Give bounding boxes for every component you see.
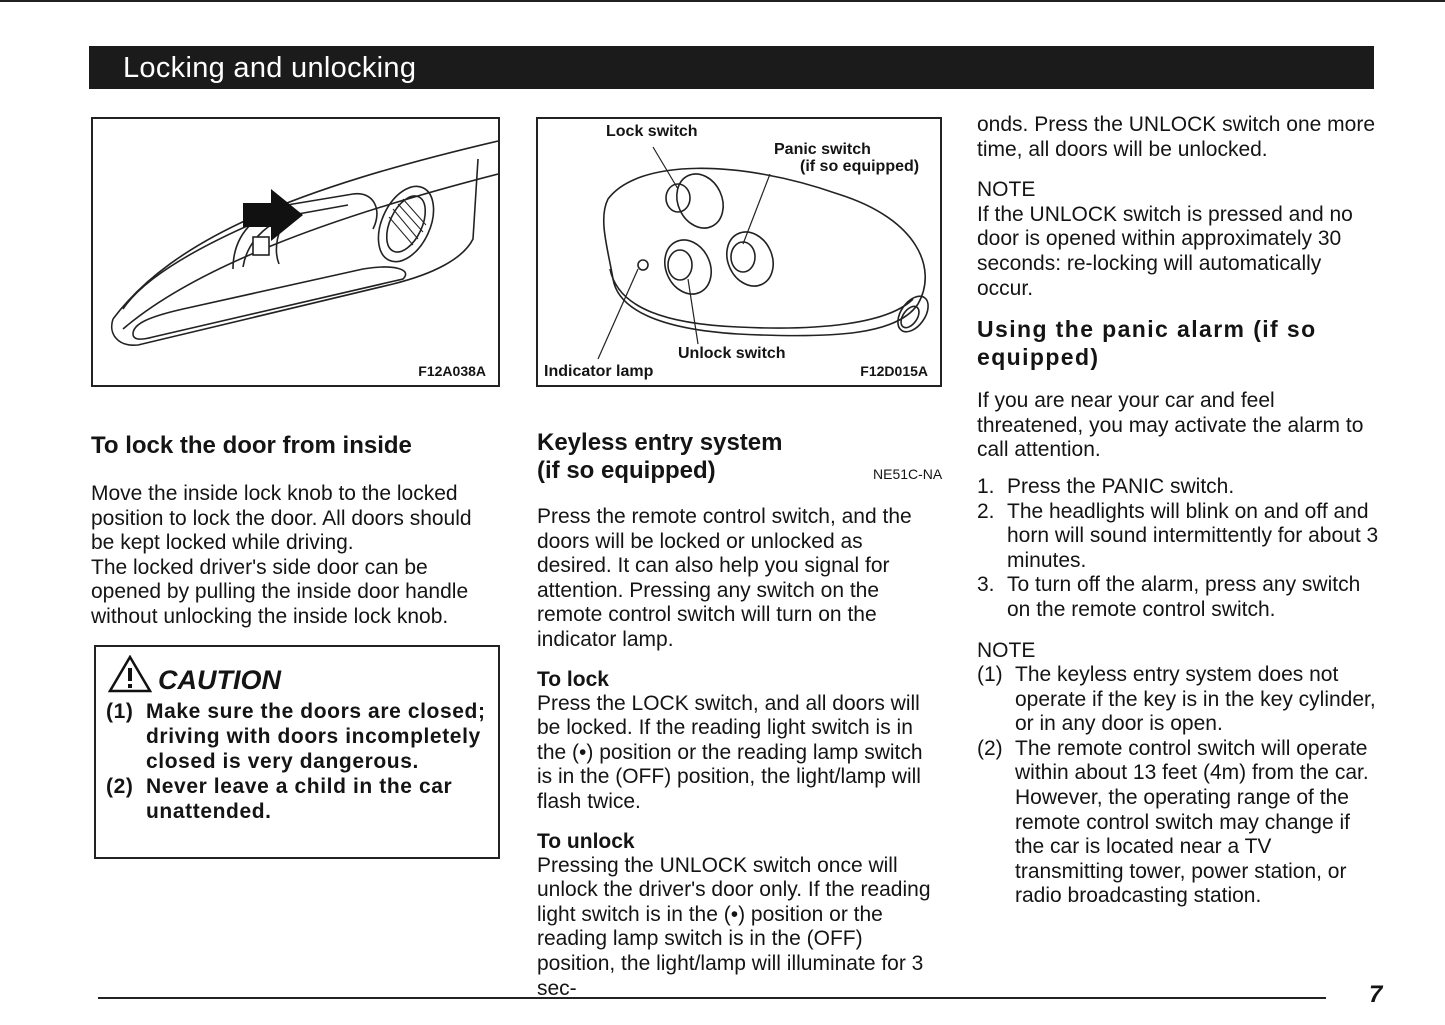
section-heading-lock-inside: To lock the door from inside bbox=[91, 432, 412, 459]
item-number: (2) bbox=[977, 736, 1003, 760]
page-number: 7 bbox=[1369, 981, 1383, 1008]
heading-line: Keyless entry system bbox=[537, 429, 783, 456]
panic-switch-note: (if so equipped) bbox=[800, 158, 920, 175]
arrow-icon bbox=[243, 189, 303, 241]
list-item bbox=[977, 573, 1382, 622]
item-number: 2. bbox=[977, 499, 995, 523]
item-text: Press the PANIC switch. bbox=[1007, 474, 1235, 498]
column3-text bbox=[977, 113, 1382, 909]
caution-title: CAUTION bbox=[158, 665, 281, 695]
item-text: The keyless entry system does not operate if the key is in the key cylinder, or in any door is open. bbox=[1015, 663, 1376, 736]
item-text: Never leave a child in the car unattended. bbox=[146, 775, 453, 823]
section-code: NE51C-NA bbox=[873, 466, 943, 482]
footer-rule bbox=[98, 997, 1326, 999]
item-number: (2) bbox=[106, 775, 134, 798]
warning-triangle-icon bbox=[108, 655, 152, 693]
figure-code: F12D015A bbox=[860, 363, 928, 379]
item-number: (1) bbox=[977, 663, 1003, 687]
item-number: 3. bbox=[977, 573, 995, 597]
list-item bbox=[977, 475, 1382, 500]
indicator-lamp-label: Indicator lamp bbox=[544, 363, 654, 380]
item-text: The headlights will blink on and off and horn will sound intermittently for about 3 minutes. bbox=[1007, 499, 1379, 572]
caution-list bbox=[106, 699, 486, 824]
keyless-entry-text bbox=[537, 505, 941, 1001]
remote-control-figure bbox=[536, 117, 942, 387]
door-handle-illustration bbox=[93, 119, 498, 385]
section-header-bar bbox=[89, 46, 1374, 89]
note-label: NOTE bbox=[977, 178, 1036, 202]
paragraph: onds. Press the UNLOCK switch one more time, all doors will be unlocked. bbox=[977, 113, 1375, 161]
caution-item bbox=[106, 699, 486, 774]
panic-steps-list bbox=[977, 475, 1382, 623]
section-heading-panic-alarm: Using the panic alarm (if so equipped) bbox=[977, 316, 1317, 371]
heading-line: (if so equipped) bbox=[537, 457, 716, 484]
item-text: The remote control switch will operate within about 13 feet (4m) from the car. However, the operating range of the remote control switch may change if the car is located near a TV transmitting tower, power station, or radio broadcasting station. bbox=[1015, 736, 1369, 908]
door-handle-figure bbox=[91, 117, 500, 387]
unlock-switch-label: Unlock switch bbox=[678, 345, 786, 362]
item-text: Make sure the doors are closed; driving with doors incompletely closed is very dangerous. bbox=[146, 700, 486, 773]
paragraph: If the UNLOCK switch is pressed and no door is opened within approximately 30 seconds: re-locking will automatically occur. bbox=[977, 202, 1353, 300]
item-number: 1. bbox=[977, 474, 995, 498]
top-rule bbox=[0, 0, 1445, 7]
item-number: (1) bbox=[106, 700, 134, 723]
caution-box bbox=[94, 645, 500, 859]
note-list bbox=[977, 663, 1382, 909]
item-text: To turn off the alarm, press any switch on the remote control switch. bbox=[1007, 573, 1361, 621]
list-item bbox=[977, 737, 1382, 909]
note-label: NOTE bbox=[977, 638, 1036, 662]
paragraph: Pressing the UNLOCK switch once will unlock the driver's door only. If the reading light switch is in the (•) position or the reading lamp switch is in the (OFF) position, the light/lamp will illuminate for 3 sec- bbox=[537, 853, 931, 1000]
section-heading-keyless-entry bbox=[537, 429, 782, 485]
subheading-to-lock: To lock bbox=[537, 667, 609, 691]
paragraph: If you are near your car and feel threatened, you may activate the alarm to call attention. bbox=[977, 389, 1364, 462]
paragraph: The locked driver's side door can be opened by pulling the inside door handle without unlocking the inside lock knob. bbox=[91, 555, 469, 628]
page-title: Locking and unlocking bbox=[123, 52, 417, 84]
paragraph: Move the inside lock knob to the locked position to lock the door. All doors should be kept locked while driving. bbox=[91, 482, 472, 555]
lock-switch-label: Lock switch bbox=[606, 123, 698, 140]
list-item bbox=[977, 500, 1382, 574]
figure-code: F12A038A bbox=[418, 363, 486, 379]
lock-inside-text bbox=[91, 482, 500, 630]
paragraph: Press the remote control switch, and the doors will be locked or unlocked as desired. It can also help you signal for attention. Pressing any switch on the remote control switch will turn on the indicator lamp. bbox=[537, 505, 912, 651]
list-item bbox=[977, 663, 1382, 737]
panic-switch-label: Panic switch bbox=[774, 141, 871, 158]
subheading-to-unlock: To unlock bbox=[537, 829, 635, 853]
paragraph: Press the LOCK switch, and all doors will be locked. If the reading light switch is in the (•) position or the reading lamp switch is in the (OFF) position, the light/lamp will flash twice. bbox=[537, 691, 923, 813]
caution-item bbox=[106, 774, 486, 824]
